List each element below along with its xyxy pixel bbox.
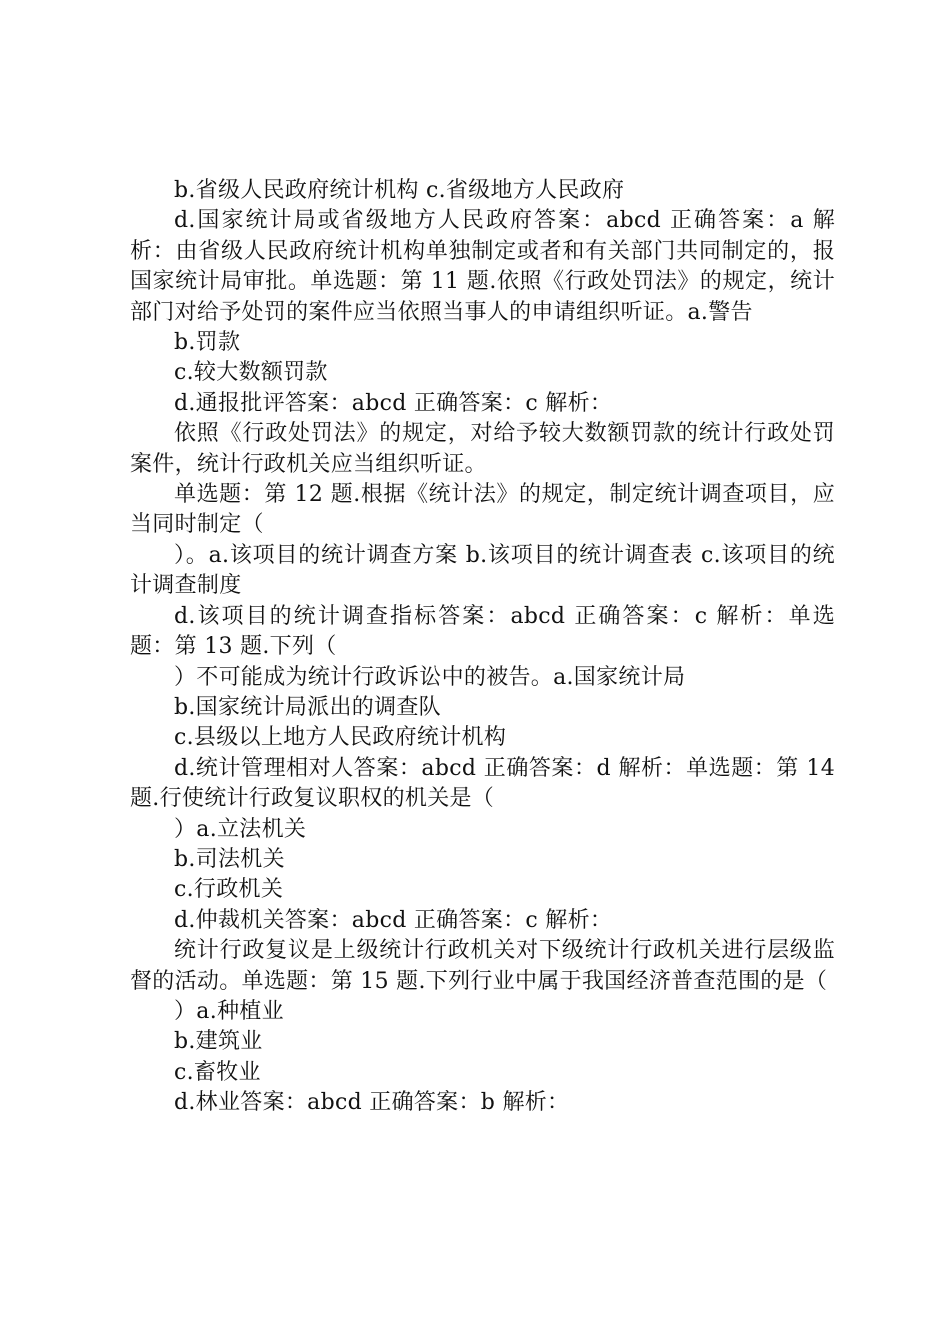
paragraph-11: b.国家统计局派出的调查队 xyxy=(174,694,441,720)
paragraph-21: c.畜牧业 xyxy=(174,1059,261,1085)
paragraph-20: b.建筑业 xyxy=(174,1029,263,1055)
paragraph-22: d.林业答案：abcd 正确答案：b 解析： xyxy=(174,1090,570,1116)
paragraph-1: b.省级人民政府统计机构 c.省级地方人民政府 xyxy=(174,178,625,203)
paragraph-7: 单选题：第 12 题.根据《统计法》的规定，制定统计调查项目，应当同时制定（ xyxy=(130,482,835,538)
paragraph-4: c.较大数额罚款 xyxy=(174,360,328,386)
paragraph-15: b.司法机关 xyxy=(174,846,285,872)
paragraph-16: c.行政机关 xyxy=(174,877,284,903)
paragraph-17: d.仲裁机关答案：abcd 正确答案：c 解析： xyxy=(174,907,613,933)
paragraph-19: ）a.种植业 xyxy=(174,998,284,1024)
paragraph-13: d.统计管理相对人答案：abcd 正确答案：d 解析：单选题：第 14 题.行使统计行政复议职权的机关是（ xyxy=(130,755,835,812)
paragraph-10: ）不可能成为统计行政诉讼中的被告。a.国家统计局 xyxy=(174,664,686,690)
document-body xyxy=(130,176,835,1119)
paragraph-9: d.该项目的统计调查指标答案：abcd 正确答案：c 解析：单选题：第 13 题.下列（ xyxy=(130,603,835,660)
paragraph-6: 依照《行政处罚法》的规定，对给予较大数额罚款的统计行政处罚案件，统计行政机关应当组织听证。 xyxy=(130,421,835,477)
paragraph-18: 统计行政复议是上级统计行政机关对下级统计行政机关进行层级监督的活动。单选题：第 15 题.下列行业中属于我国经济普查范围的是（ xyxy=(130,938,835,994)
paragraph-12: c.县级以上地方人民政府统计机构 xyxy=(174,725,507,751)
paragraph-8: ）。a.该项目的统计调查方案 b.该项目的统计调查表 c.该项目的统计调查制度 xyxy=(130,542,835,599)
paragraph-3: b.罚款 xyxy=(174,330,241,356)
paragraph-14: ）a.立法机关 xyxy=(174,816,307,842)
paragraph-2: d.国家统计局或省级地方人民政府答案：abcd 正确答案：a 解析：由省级人民政府统计机构单独制定或者和有关部门共同制定的，报国家统计局审批。单选题：第 11 题.依照《行政处罚法》的规定，统计部门对给予处罚的案件应当依照当事人的申请组织听证。a.警告 xyxy=(130,208,835,325)
paragraph-5: d.通报批评答案：abcd 正确答案：c 解析： xyxy=(174,390,613,416)
